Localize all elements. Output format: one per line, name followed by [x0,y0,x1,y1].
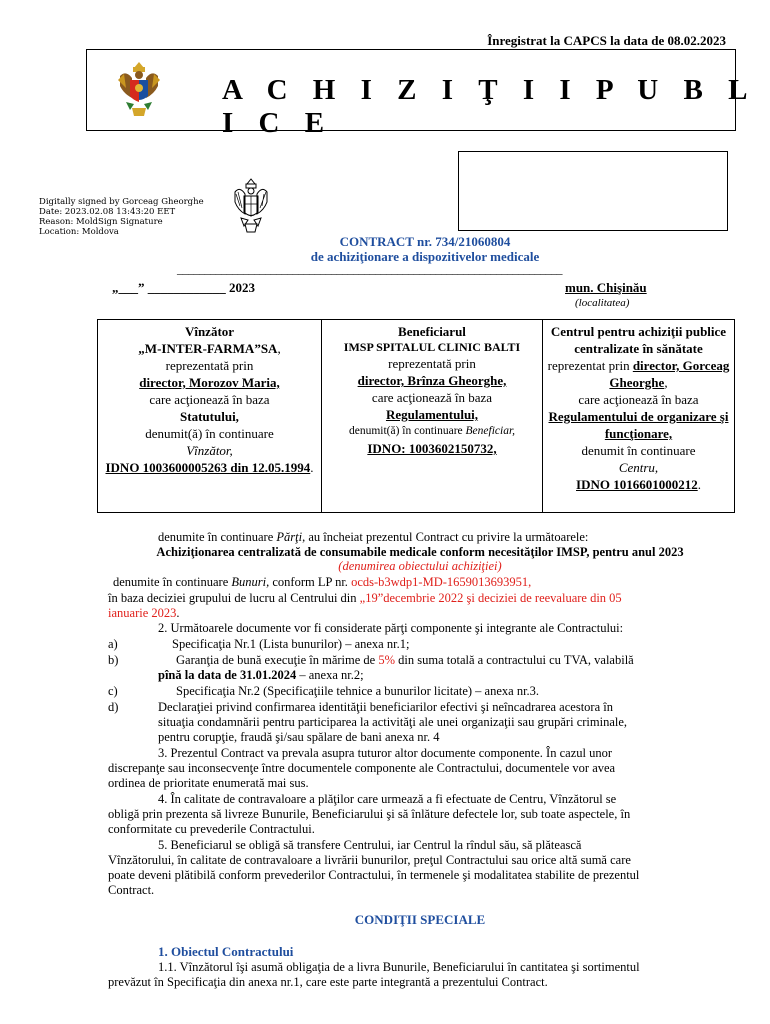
seller-role: Vînzător, [186,443,233,458]
seller-idno: IDNO 1003600005263 din 12.05.1994 [105,460,311,475]
center-director: director, Gorceag Gheorghe [609,358,730,390]
contract-object-heading: 1. Obiectul Contractului [158,944,294,959]
paragraph-4-line-1: 4. În calitate de contravaloare a plăţilor care urmează a fi efectuate de Centru, Vînzătorul se [158,792,617,806]
center-referred: denumit în continuare [581,443,696,458]
contract-city: mun. Chişinău [565,280,647,295]
paragraph-2: 2. Următoarele documente vor fi considerate părţi componente şi integrante ale Contractului: [158,621,624,635]
basis-text: în baza deciziei grupului de lucru al Centrului din [108,591,357,605]
item-b-text [176,653,726,668]
basis-date-red: „19”decembrie 2022 şi deciziei de reevaluare din 05 [359,591,622,605]
center-acting: care acţionează în baza [578,392,699,407]
paragraph-1-1-line-2: prevăzut în Specificaţia din anexa nr.1, care este parte integrantă a prezentului Contract. [108,975,548,989]
parties-table [97,319,735,513]
page-title: A C H I Z I Ţ I I P U B L I C E [222,74,755,139]
center-represented: reprezentat prin [547,358,630,373]
object-title: Achiziţionarea centralizată de consumabile medicale conform necesităţilor IMSP, pentru anul 2023 [156,545,684,559]
item-d-text-3: pentru corupţie, fraudă şi/sau spălare de bani anexa nr. 4 [158,730,440,744]
beneficiary-referred: denumit(ă) în continuare [348,425,463,437]
center-role: Centru, [618,460,659,475]
signature-signed-by: Digitally signed by Gorceag Gheorghe [39,197,204,207]
signature-reason: Reason: MoldSign Signature [39,217,163,227]
item-a-label: a) [108,637,118,651]
seller-name-comma: , [277,341,281,356]
beneficiary-represented: reprezentată prin [388,356,476,371]
item-b-label: b) [108,653,119,667]
center-heading: Centrul pentru achiziţii publice centralizate în sănătate [550,324,727,356]
seller-director: director, Morozov Maria, [139,375,280,390]
seller-idno-end: . [310,460,314,475]
item-b-text-1: Garanţia de bună execuţie în mărime de [176,653,376,667]
special-conditions-heading: CONDIŢII SPECIALE [354,912,486,927]
item-b-text-2: din suma totală a contractului cu TVA, valabilă [398,653,634,667]
contract-rule: ______________________________________________________________________ [177,262,562,276]
contract-subtitle: de achiziţionare a dispozitivelor medicale [310,249,540,264]
paragraph-5-line-4: Contract. [108,883,155,897]
goods-line [113,575,531,590]
basis-date-red-2: ianuarie 2023 [108,606,177,620]
paragraph-5-line-1: 5. Beneficiarul se obligă să transfere Centrului, iar Centrul la rîndul său, să plătească [158,838,582,852]
beneficiary-acting: care acţionează în baza [371,390,493,405]
object-caption: (denumirea obiectului achiziţiei) [338,559,502,573]
item-d-label: d) [108,700,119,714]
goods-text-c: conform LP nr. [272,575,348,589]
paragraph-4-line-2: obligă prin prezenta să livreze Bunurile, Beneficiarului şi să înlăture defectele lor, sub toate aspectele, în [108,807,631,821]
paragraph-3-line-2: discrepanţe sau inconsecvenţe între documentele componente ale Contractului, documentele vor avea [108,761,616,775]
paragraph-4-line-3: conformitate cu prevederile Contractului. [108,822,315,836]
seller-column [98,320,321,512]
center-idno-end: . [697,477,701,492]
center-director-comma: , [664,375,668,390]
paragraph-3-line-3: ordinea de prioritate enumerată mai sus. [108,776,309,790]
signature-date: Date: 2023.02.08 13:43:20 EET [39,207,176,217]
paragraph-5-line-2: Vînzătorului, în calitate de contravaloare a livrării bunurilor, preţul Contractului sau orice altă sumă care [108,853,631,867]
contract-city-caption: (localitatea) [575,297,630,309]
paragraph-3-line-1: 3. Prezentul Contract va prevala asupra tuturor altor documente componente. În cazul unor [158,746,612,760]
center-idno: IDNO 1016601000212 [576,477,698,492]
seller-heading: Vînzător [184,324,235,339]
center-column [542,320,734,512]
item-b-line-2 [158,668,364,683]
item-b-percent: 5% [378,653,396,667]
paragraph-1-1-line-1: 1.1. Vînzătorul îşi asumă obligaţia de a livra Bunurile, Beneficiarului în cantitatea şi sortimentul [158,960,640,974]
registration-line: Înregistrat la CAPCS la data de 08.02.2023 [487,33,726,48]
basis-line-2 [108,606,728,620]
beneficiary-column [321,320,542,512]
intro-text-b: , au încheiat prezentul Contract cu privire la următoarele: [302,530,589,544]
item-d-text-1: Declaraţiei privind confirmarea identităţii beneficiarilor efectivi şi neîncadrarea acestora în [158,700,613,714]
beneficiary-basis: Regulamentului, [385,407,479,422]
seller-acting: care acţionează în baza [149,392,270,407]
beneficiary-director: director, Brînza Gheorghe, [357,373,507,388]
paragraph-5-line-3: poate deveni plătibilă conform prevederilor Contractului, în termenele şi modalitatea stabilite de prezentul [108,868,640,882]
seller-referred: denumit(ă) în continuare [145,426,274,441]
intro-parti: Părţi [276,530,303,544]
beneficiary-heading: Beneficiarul [398,324,466,339]
beneficiary-name: IMSP SPITALUL CLINIC BALTI [343,340,521,354]
ocds-id: ocds-b3wdp1-MD-1659013693951, [351,575,532,589]
item-a-text: Specificaţia Nr.1 (Lista bunurilor) – anexa nr.1; [172,637,410,651]
item-b-text-3: – anexa nr.2; [299,668,364,682]
basis-line-1 [108,591,728,605]
center-basis: Regulamentului de organizare şi funcţionare, [548,409,729,441]
item-b-deadline: pînă la data de 31.01.2024 [158,668,297,682]
item-c-label: c) [108,684,118,698]
registration-stamp-box [458,151,728,231]
seller-name: „M-INTER-FARMA”SA [138,341,278,356]
goods-text-b: Bunuri, [231,575,270,589]
beneficiary-idno: IDNO: 1003602150732, [367,441,497,456]
signature-location: Location: Moldova [39,227,119,237]
intro-line [158,530,588,545]
intro-text-a: denumite în continuare [158,530,274,544]
seller-basis: Statutului, [180,409,239,424]
contract-number: CONTRACT nr. 734/21060804 [339,234,511,249]
goods-text-a: denumite în continuare [113,575,229,589]
contract-date: „___” ____________ 2023 [112,280,255,295]
item-d-text-2: situaţia condamnării pentru participarea la activităţi ale unei organizaţii sau grupări criminale, [158,715,628,729]
seller-represented: reprezentată prin [165,358,254,373]
item-c-text: Specificaţia Nr.2 (Specificaţiile tehnice a bunurilor licitate) – anexa nr.3. [176,684,540,698]
basis-end: . [176,606,180,620]
coat-of-arms-color-icon [116,58,162,120]
beneficiary-role: Beneficiar, [465,425,516,437]
coat-of-arms-bw-icon [232,176,270,236]
